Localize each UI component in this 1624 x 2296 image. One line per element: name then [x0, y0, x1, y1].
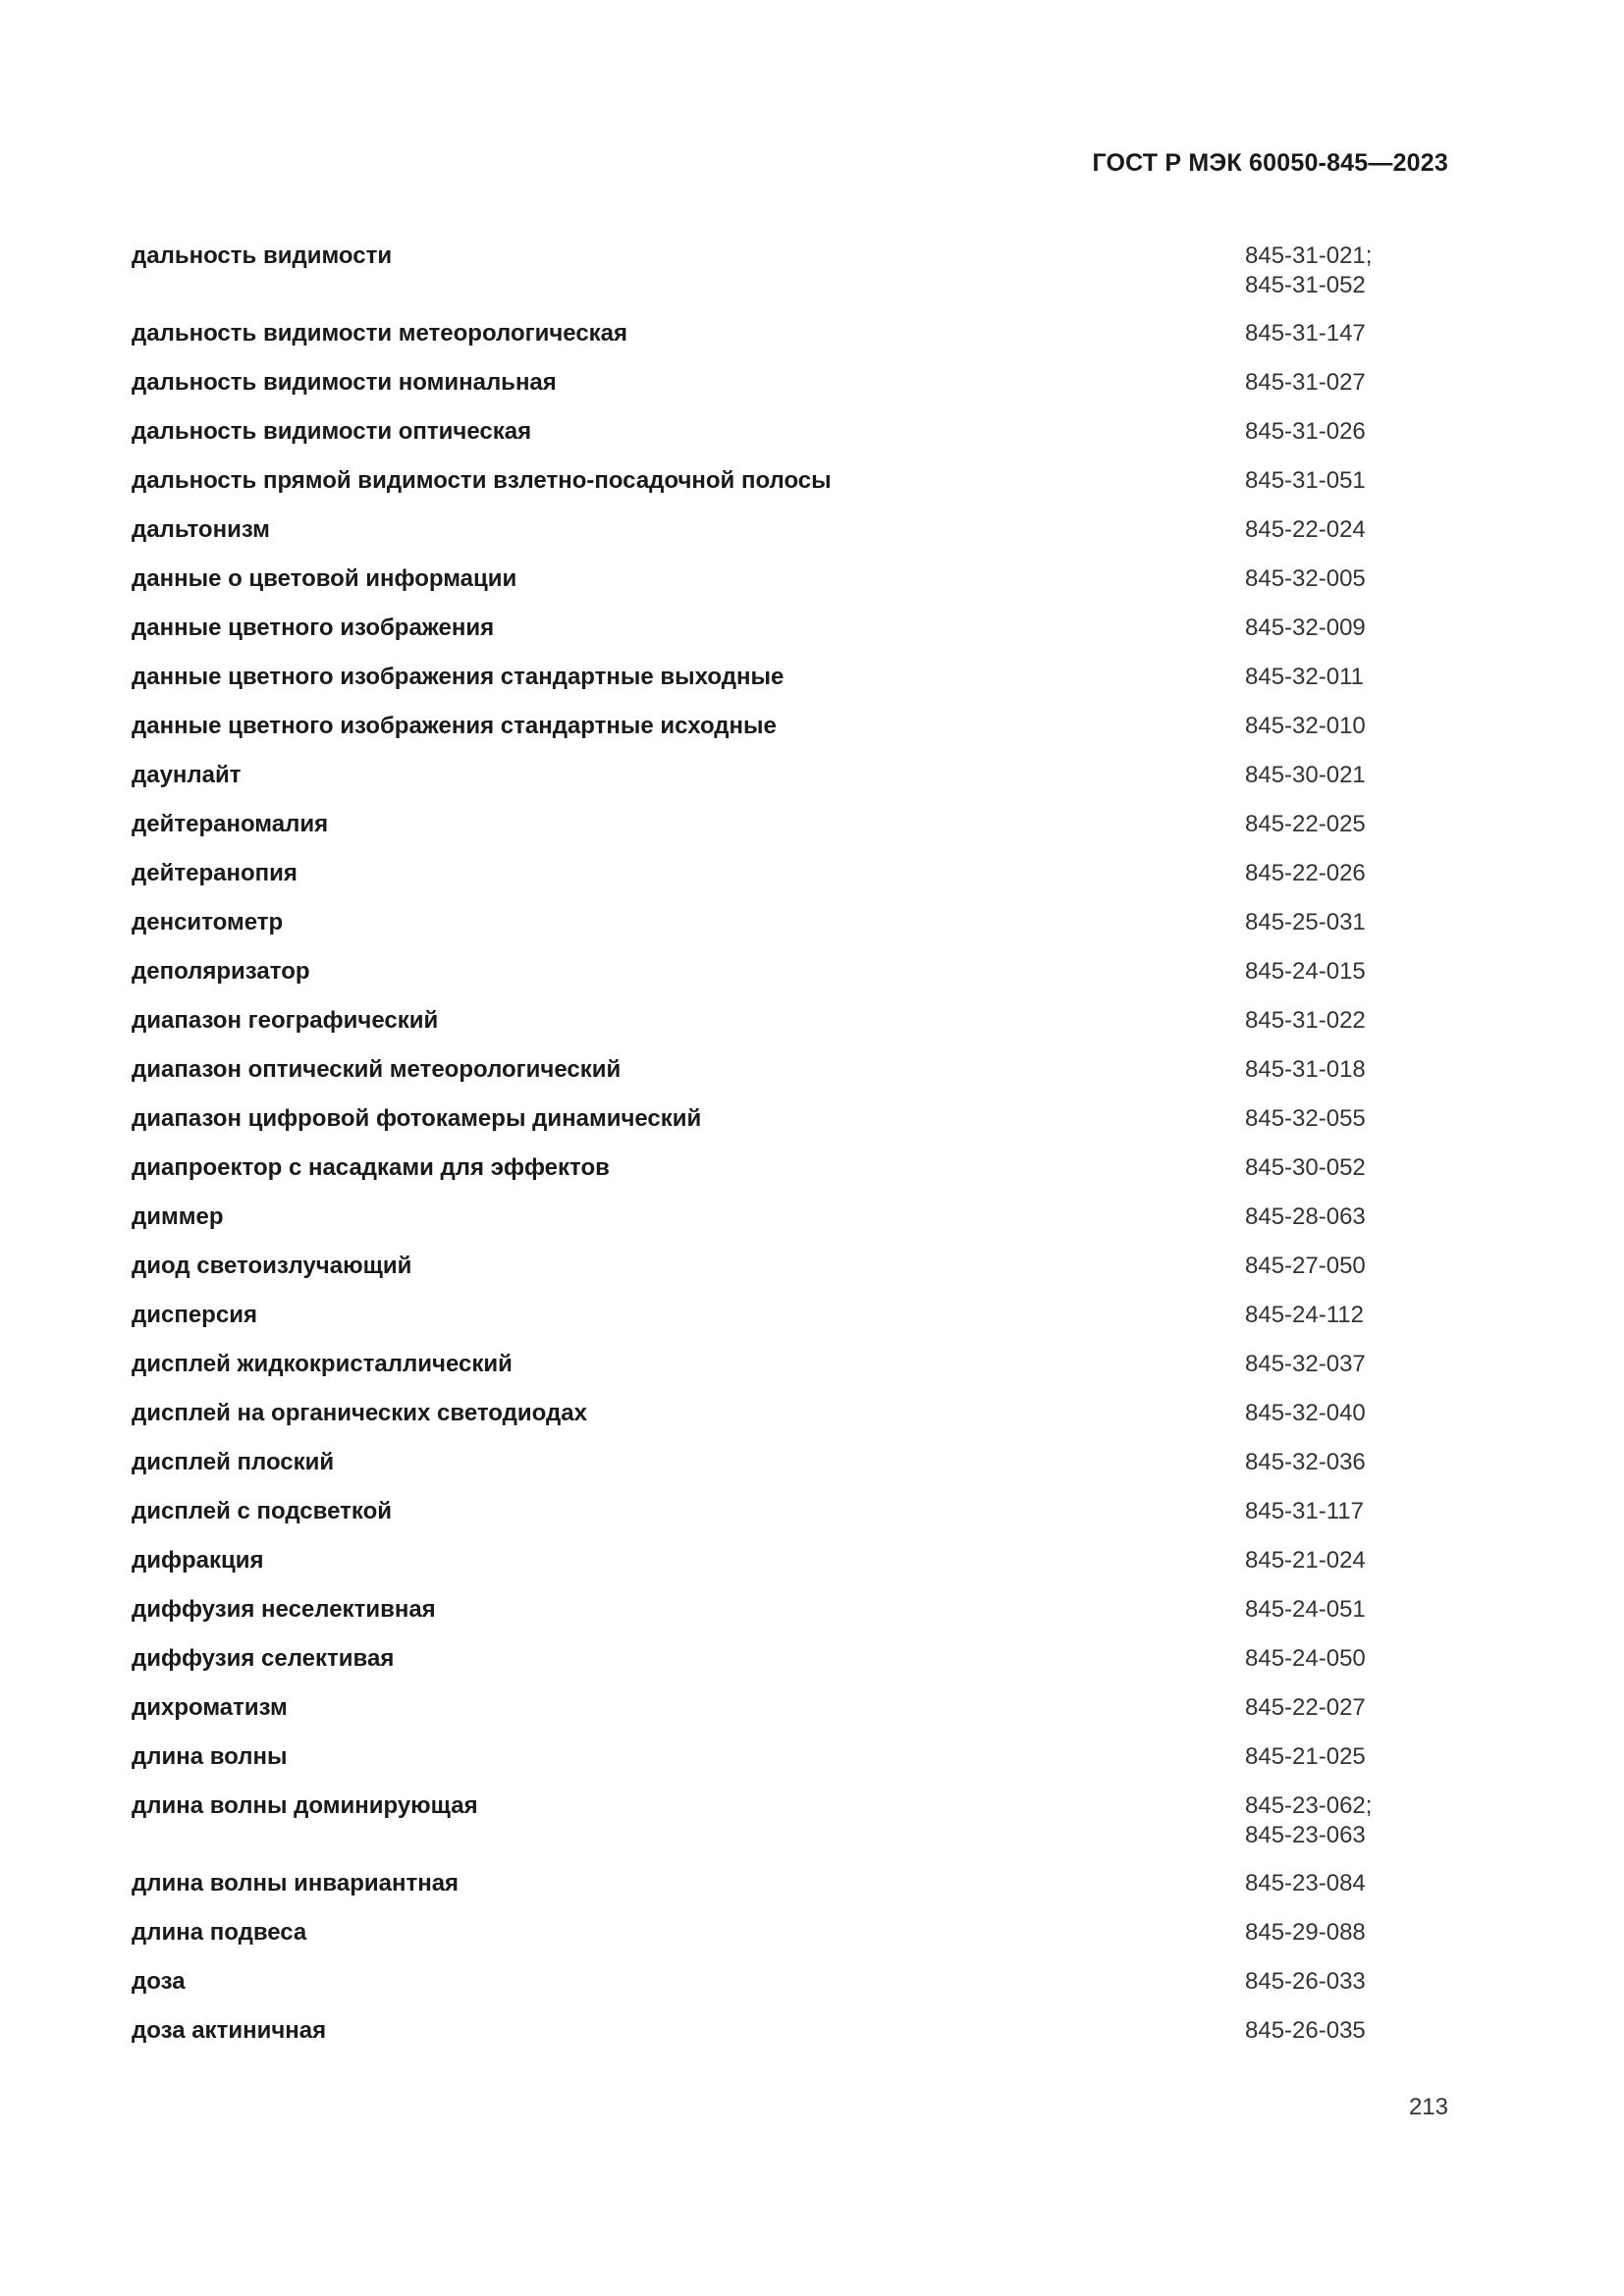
index-entry: [132, 1644, 1448, 1693]
index-codes: [1245, 1006, 1448, 1036]
index-codes: [1245, 957, 1448, 987]
index-term: дальность видимости: [132, 242, 393, 269]
index-term: денситометр: [132, 909, 284, 935]
index-codes: [1245, 1644, 1448, 1674]
index-codes: [1245, 1448, 1448, 1477]
index-codes: [1245, 1399, 1448, 1428]
term-code: 845-31-052: [1245, 272, 1366, 298]
index-codes: [1245, 1595, 1448, 1625]
index-codes: [1245, 417, 1448, 447]
index-entry: [132, 908, 1448, 957]
index-entry: [132, 1399, 1448, 1448]
index-entry: [132, 319, 1448, 368]
index-codes: [1245, 1055, 1448, 1085]
index-entry: [132, 1918, 1448, 1967]
term-code: 845-32-010: [1245, 713, 1366, 739]
term-code: 845-21-024: [1245, 1547, 1366, 1574]
index-term: деполяризатор: [132, 958, 310, 985]
term-code: 845-27-050: [1245, 1253, 1366, 1279]
index-term: длина волны инвариантная: [132, 1870, 460, 1896]
term-code: 845-31-022: [1245, 1007, 1366, 1034]
index-term: даунлайт: [132, 762, 242, 788]
term-index-list: [132, 241, 1448, 2065]
index-entry: [132, 1869, 1448, 1918]
index-codes: [1245, 1301, 1448, 1330]
term-code: 845-31-021;: [1245, 242, 1373, 269]
index-term: диффузия селективая: [132, 1645, 395, 1672]
index-codes: [1245, 466, 1448, 496]
index-entry: [132, 712, 1448, 761]
index-term: диапроектор с насадками для эффектов: [132, 1154, 610, 1181]
index-codes: [1245, 1202, 1448, 1232]
index-term: дейтераномалия: [132, 811, 329, 837]
term-code: 845-24-112: [1245, 1302, 1364, 1328]
index-term: дисплей с подсветкой: [132, 1498, 392, 1524]
term-code: 845-23-062;: [1245, 1792, 1373, 1819]
index-codes: [1245, 1252, 1448, 1281]
index-codes: [1245, 908, 1448, 937]
index-codes: [1245, 1497, 1448, 1526]
term-code: 845-24-015: [1245, 958, 1366, 985]
term-code: 845-24-050: [1245, 1645, 1366, 1672]
term-code: 845-26-035: [1245, 2017, 1366, 2044]
index-term: дальность видимости метеорологическая: [132, 320, 628, 347]
index-entry: [132, 859, 1448, 908]
term-code: 845-31-051: [1245, 467, 1366, 494]
index-entry: [132, 663, 1448, 712]
index-codes: [1245, 564, 1448, 594]
index-entry: [132, 417, 1448, 466]
index-term: данные цветного изображения стандартные выходные: [132, 664, 785, 690]
page-number: 213: [1408, 2094, 1448, 2120]
index-codes: [1245, 1918, 1448, 1948]
index-entry: [132, 466, 1448, 515]
index-term: диапазон оптический метеорологический: [132, 1056, 622, 1083]
index-entry: [132, 1350, 1448, 1399]
term-code: 845-22-026: [1245, 860, 1366, 886]
term-code: 845-31-018: [1245, 1056, 1366, 1083]
index-entry: [132, 1153, 1448, 1202]
index-entry: [132, 1006, 1448, 1055]
term-code: 845-32-009: [1245, 614, 1366, 641]
index-codes: [1245, 712, 1448, 741]
index-codes: [1245, 810, 1448, 839]
index-term: длина волны доминирующая: [132, 1792, 478, 1819]
index-entry: [132, 1497, 1448, 1546]
index-codes: [1245, 2016, 1448, 2046]
index-codes: [1245, 1153, 1448, 1183]
index-entry: [132, 1055, 1448, 1104]
term-code: 845-25-031: [1245, 909, 1366, 935]
index-term: дальность видимости номинальная: [132, 369, 557, 396]
term-code: 845-32-040: [1245, 1400, 1366, 1426]
index-codes: [1245, 1104, 1448, 1134]
index-entry: [132, 1693, 1448, 1742]
index-entry: [132, 1104, 1448, 1153]
index-term: диод светоизлучающий: [132, 1253, 412, 1279]
index-codes: [1245, 1693, 1448, 1723]
term-code: 845-26-033: [1245, 1968, 1366, 1995]
index-term: дисплей жидкокристаллический: [132, 1351, 513, 1377]
index-entry: [132, 1742, 1448, 1791]
term-code: 845-32-036: [1245, 1449, 1366, 1475]
index-entry: [132, 1301, 1448, 1350]
index-codes: [1245, 241, 1448, 300]
index-entry: [132, 1202, 1448, 1252]
term-code: 845-31-147: [1245, 320, 1366, 347]
index-codes: [1245, 663, 1448, 692]
term-code: 845-30-052: [1245, 1154, 1366, 1181]
index-entry: [132, 957, 1448, 1006]
index-entry: [132, 515, 1448, 564]
index-codes: [1245, 614, 1448, 643]
index-entry: [132, 614, 1448, 663]
index-entry: [132, 1595, 1448, 1644]
index-term: диапазон географический: [132, 1007, 439, 1034]
index-codes: [1245, 761, 1448, 790]
index-term: длина волны: [132, 1743, 288, 1770]
term-code: 845-32-005: [1245, 565, 1366, 592]
index-entry: [132, 1546, 1448, 1595]
index-entry: [132, 1791, 1448, 1869]
index-term: данные о цветовой информации: [132, 565, 517, 592]
term-code: 845-32-055: [1245, 1105, 1366, 1132]
index-codes: [1245, 1967, 1448, 1997]
index-codes: [1245, 1869, 1448, 1898]
term-code: 845-23-063: [1245, 1822, 1366, 1848]
term-code: 845-28-063: [1245, 1203, 1366, 1230]
term-code: 845-22-027: [1245, 1694, 1366, 1721]
term-code: 845-22-024: [1245, 516, 1366, 543]
index-entry: [132, 1252, 1448, 1301]
index-term: доза актиничная: [132, 2017, 327, 2044]
term-code: 845-21-025: [1245, 1743, 1366, 1770]
index-term: дальтонизм: [132, 516, 270, 543]
document-header-title: ГОСТ Р МЭК 60050-845—2023: [1092, 149, 1448, 177]
index-entry: [132, 368, 1448, 417]
index-codes: [1245, 859, 1448, 888]
index-codes: [1245, 515, 1448, 545]
index-term: дихроматизм: [132, 1694, 288, 1721]
index-term: данные цветного изображения: [132, 614, 495, 641]
index-codes: [1245, 1791, 1448, 1850]
index-term: дисперсия: [132, 1302, 257, 1328]
index-term: дальность видимости оптическая: [132, 418, 532, 445]
index-entry: [132, 761, 1448, 810]
index-term: дисплей плоский: [132, 1449, 335, 1475]
index-codes: [1245, 1742, 1448, 1772]
term-code: 845-24-051: [1245, 1596, 1366, 1623]
index-term: доза: [132, 1968, 186, 1995]
term-code: 845-23-084: [1245, 1870, 1366, 1896]
index-term: данные цветного изображения стандартные исходные: [132, 713, 777, 739]
index-term: диммер: [132, 1203, 224, 1230]
index-entry: [132, 1967, 1448, 2016]
index-codes: [1245, 319, 1448, 348]
index-codes: [1245, 1546, 1448, 1575]
index-entry: [132, 810, 1448, 859]
index-term: дейтеранопия: [132, 860, 298, 886]
index-term: длина подвеса: [132, 1919, 307, 1946]
index-entry: [132, 564, 1448, 614]
index-entry: [132, 241, 1448, 319]
index-term: дисплей на органических светодиодах: [132, 1400, 587, 1426]
index-codes: [1245, 368, 1448, 398]
term-code: 845-22-025: [1245, 811, 1366, 837]
index-term: дальность прямой видимости взлетно-посадочной полосы: [132, 467, 832, 494]
index-term: диффузия неселективная: [132, 1596, 436, 1623]
index-term: диапазон цифровой фотокамеры динамический: [132, 1105, 702, 1132]
term-code: 845-31-117: [1245, 1498, 1364, 1524]
term-code: 845-30-021: [1245, 762, 1366, 788]
index-entry: [132, 2016, 1448, 2065]
term-code: 845-32-037: [1245, 1351, 1366, 1377]
index-codes: [1245, 1350, 1448, 1379]
term-code: 845-31-026: [1245, 418, 1366, 445]
term-code: 845-31-027: [1245, 369, 1366, 396]
index-entry: [132, 1448, 1448, 1497]
index-term: дифракция: [132, 1547, 264, 1574]
term-code: 845-32-011: [1245, 664, 1364, 690]
term-code: 845-29-088: [1245, 1919, 1366, 1946]
